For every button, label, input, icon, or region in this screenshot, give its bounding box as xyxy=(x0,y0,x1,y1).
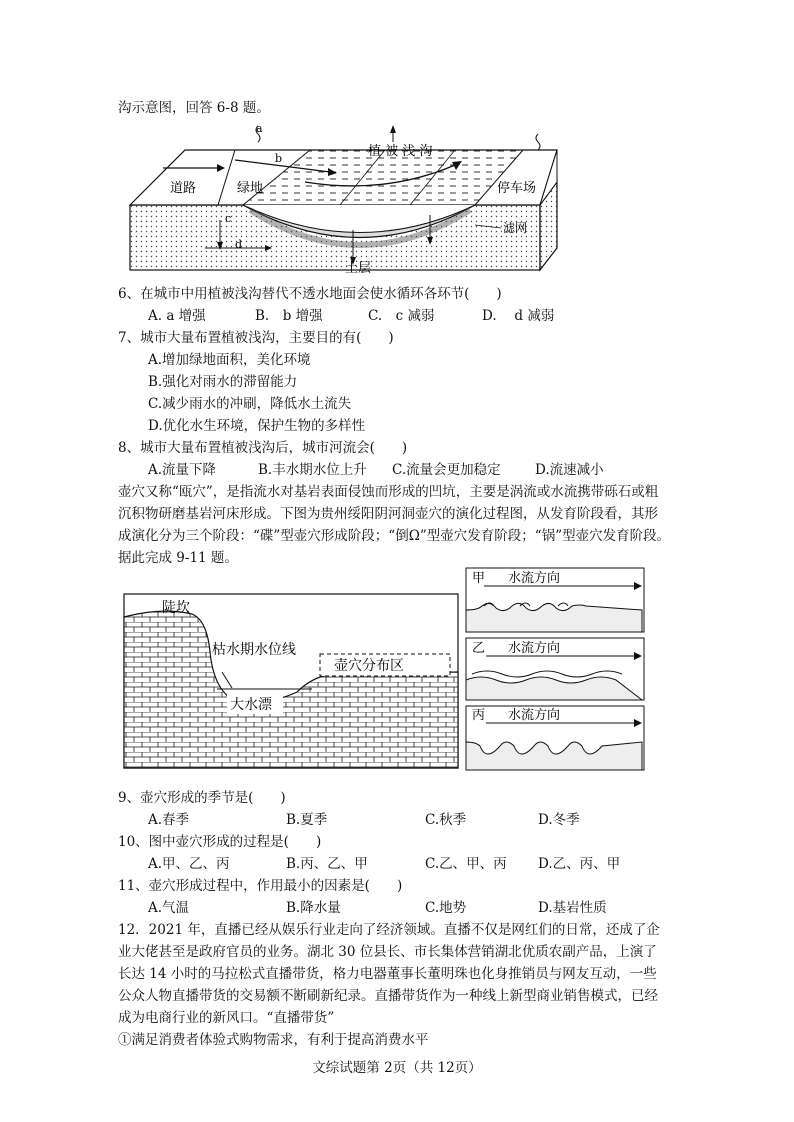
q11-option-d: D.基岩性质 xyxy=(538,900,607,916)
q12-line-4: 公众人物直播带货的交易额不断刷新纪录。直播带货作为一种线上新型商业销售模式，已经 xyxy=(118,988,658,1004)
label-zone: 壶穴分布区 xyxy=(334,658,404,674)
q10-option-a: A.甲、乙、丙 xyxy=(148,856,230,872)
q10-option-c: C.乙、甲、丙 xyxy=(425,856,507,872)
q7-option-a: A.增加绿地面积，美化环境 xyxy=(148,352,311,368)
q12-line-3: 长达 14 小时的马拉松式直播带货，格力电器董事长董明珠也化身推销员与网友互动，一些 xyxy=(118,966,657,982)
q11-option-a: A.气温 xyxy=(148,900,190,916)
q12-line-1: 12．2021 年，直播已经从娱乐行业走向了经济领域。直播不仅是网红们的日常，还成了企 xyxy=(118,922,660,938)
label-flow-bing: 水流方向 xyxy=(508,708,561,723)
label-bing: 丙 xyxy=(472,708,486,723)
q12-line-2: 业大佬甚至是政府官员的业务。湖北 30 位县长、市长集体营销湖北优质农副产品，上演了 xyxy=(118,944,657,960)
q12-line-5: 成为电商行业的新风口。“直播带货” xyxy=(118,1010,335,1026)
passage2-line-4: 据此完成 9-11 题。 xyxy=(118,550,238,566)
label-d: d xyxy=(235,238,243,251)
page-footer: 文综试题第 2页（共 12页） xyxy=(312,1060,482,1076)
pothole-stages xyxy=(464,566,646,772)
passage2-line-2: 沉积物研磨基岩河床形成。下图为贵州绥阳阴河洞壶穴的演化过程图，从发育阶段看，其形 xyxy=(118,506,658,522)
passage2-line-3: 成演化分为三个阶段：“碟”型壶穴形成阶段；“倒Ω”型壶穴发育阶段；“锅”型壶穴发育阶段。 xyxy=(118,528,671,544)
q7-option-c: C.减少雨水的冲刷，降低水土流失 xyxy=(148,396,352,412)
label-pool: 大水漂 xyxy=(230,697,272,713)
label-b: b xyxy=(275,152,283,165)
label-road: 道路 xyxy=(170,181,197,196)
q9-option-d: D.冬季 xyxy=(538,812,580,828)
label-green: 绿地 xyxy=(237,181,264,196)
q9-option-b: B.夏季 xyxy=(286,812,328,828)
q9-option-a: A.春季 xyxy=(148,812,190,828)
q11-option-b: B.降水量 xyxy=(286,900,341,916)
q10-option-d: D.乙、丙、甲 xyxy=(538,856,621,872)
label-parking: 停车场 xyxy=(497,181,537,196)
label-flow-yi: 水流方向 xyxy=(508,641,561,656)
q7-option-b: B.强化对雨水的滞留能力 xyxy=(148,374,298,390)
label-c: c xyxy=(225,212,232,225)
label-low-water: 枯水期水位线 xyxy=(212,642,296,658)
label-soil: 土层 xyxy=(345,261,372,276)
q11-stem: 11、壶穴形成过程中，作用最小的因素是( ) xyxy=(118,878,403,894)
q8-option-b: B.丰水期水位上升 xyxy=(258,462,367,478)
passage2-line-1: 壶穴又称“瓯穴”，是指流水对基岩表面侵蚀而形成的凹坑，主要是涡流或水流携带砾石或粗 xyxy=(118,484,659,500)
q9-stem: 9、壶穴形成的季节是( ) xyxy=(118,790,286,806)
q6-option-a: A. a 增强 xyxy=(148,308,206,324)
q7-option-d: D.优化水生环境，保护生物的多样性 xyxy=(148,418,366,434)
q12-line-6: ①满足消费者体验式购物需求，有利于提高消费水平 xyxy=(118,1032,429,1048)
label-a: a xyxy=(256,122,263,135)
swale-diagram xyxy=(125,120,565,280)
q9-option-c: C.秋季 xyxy=(425,812,467,828)
q7-stem: 7、城市大量布置植被浅沟，主要目的有( ) xyxy=(118,330,394,346)
pothole-cross-section xyxy=(122,592,462,772)
q8-option-c: C.流量会更加稳定 xyxy=(392,462,501,478)
label-filter: 滤网 xyxy=(503,221,528,235)
q10-stem: 10、图中壶穴形成的过程是( ) xyxy=(118,834,322,850)
label-jia: 甲 xyxy=(472,571,486,586)
intro-text: 沟示意图，回答 6-8 题。 xyxy=(118,100,270,116)
q6-option-c: C. c 减弱 xyxy=(368,308,435,324)
q6-option-b: B. b 增强 xyxy=(255,308,323,324)
q8-option-d: D.流速减小 xyxy=(535,462,604,478)
q10-option-b: B.丙、乙、甲 xyxy=(286,856,368,872)
q6-stem: 6、在城市中用植被浅沟替代不透水地面会使水循环各环节( ) xyxy=(118,286,502,302)
q8-option-a: A.流量下降 xyxy=(148,462,217,478)
label-yi: 乙 xyxy=(472,641,486,656)
q6-option-d: D. d 减弱 xyxy=(482,308,555,324)
label-veg: 植 被 浅 沟 xyxy=(368,144,433,159)
label-flow-jia: 水流方向 xyxy=(508,571,561,586)
label-cliff: 陡坎 xyxy=(162,600,190,616)
q8-stem: 8、城市大量布置植被浅沟后，城市河流会( ) xyxy=(118,440,408,456)
q11-option-c: C.地势 xyxy=(425,900,467,916)
